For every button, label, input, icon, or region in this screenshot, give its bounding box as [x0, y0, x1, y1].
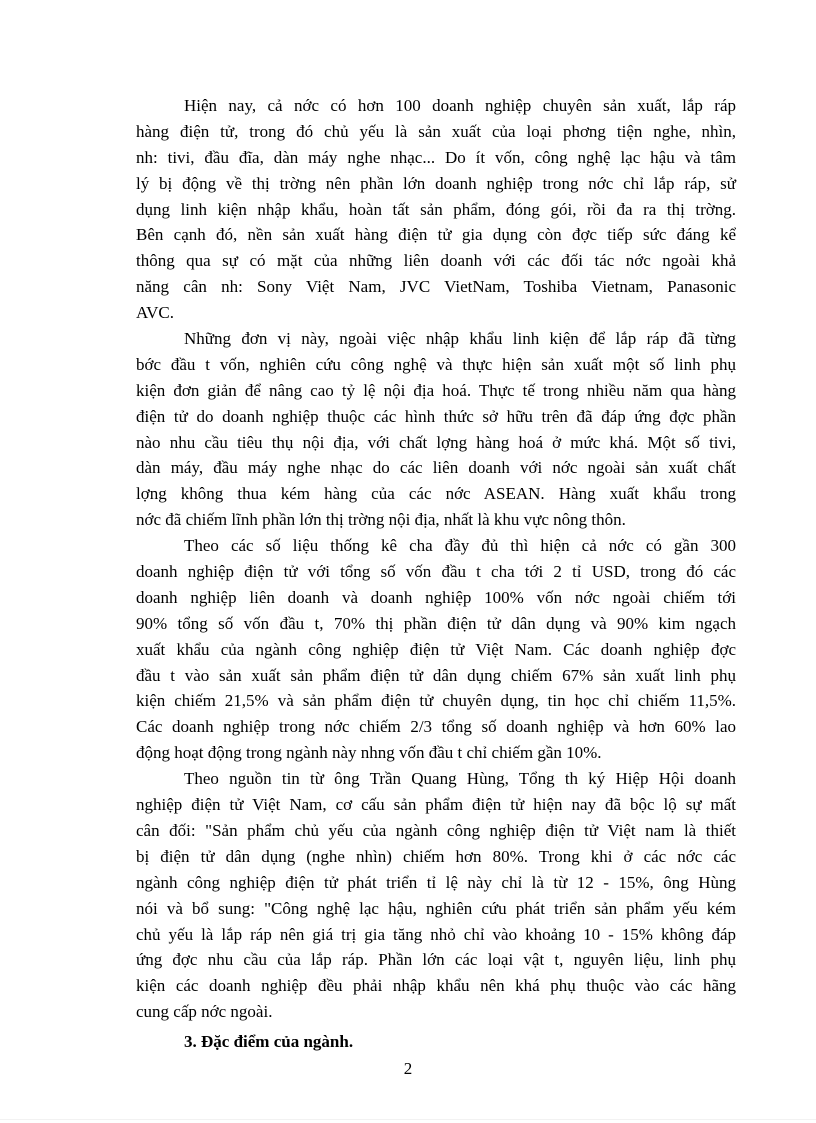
text-line: 90% tổng số vốn đầu t, 70% thị phần điện tử dân dụng và 90% kim ngạch: [136, 613, 736, 633]
text-line: lợng không thua kém hàng của các nớc ASEAN. Hàng xuất khẩu trong: [136, 484, 736, 504]
text-line: nớc đã chiếm lĩnh phần lớn thị trờng nội địa, nhất là khu vực nông thôn.: [136, 510, 626, 530]
text-line: động hoạt động trong ngành này nhng vốn đầu t chỉ chiếm gần 10%.: [136, 743, 602, 763]
text-line: Theo các số liệu thống kê cha đầy đủ thì hiện cả nớc có gần 300: [184, 536, 736, 556]
text-line: Những đơn vị này, ngoài việc nhập khẩu linh kiện để lắp ráp đã từng: [184, 329, 736, 349]
text-line: ngành công nghiệp điện tử phát triển tỉ lệ này chỉ là từ 12 - 15%, ông Hùng: [136, 872, 736, 892]
text-line: doanh nghiệp liên doanh và doanh nghiệp 100% vốn nớc ngoài chiếm tới: [136, 587, 736, 607]
text-line: bớc đầu t vốn, nghiên cứu công nghệ và thực hiện sản xuất một số linh phụ: [136, 354, 736, 374]
text-line: cung cấp nớc ngoài.: [136, 1002, 273, 1022]
paragraph: [136, 766, 736, 1025]
section-heading: 3. Đặc điểm của ngành.: [184, 1032, 354, 1052]
text-line: đầu t vào sản xuất sản phẩm điện tử dân dụng chiếm 67% sản xuất linh phụ: [136, 665, 736, 685]
text-line: doanh nghiệp điện tử với tổng số vốn đầu t cha tới 2 tỉ USD, trong đó các: [136, 562, 736, 582]
text-line: Theo nguồn tin từ ông Trần Quang Hùng, Tổng th ký Hiệp Hội doanh: [184, 769, 736, 789]
text-line: cân đối: "Sản phẩm chủ yếu của ngành công nghiệp điện tử Việt nam là thiết: [136, 820, 736, 840]
text-line: chủ yếu là lắp ráp nên giá trị gia tăng nhỏ chỉ vào khoảng 10 - 15% không đáp: [136, 924, 736, 944]
text-line: Các doanh nghiệp trong nớc chiếm 2/3 tổng số doanh nghiệp và hơn 60% lao: [136, 717, 736, 737]
text-line: bị điện tử dân dụng (nghe nhìn) chiếm hơn 80%. Trong khi ở các nớc các: [136, 846, 736, 866]
text-line: xuất khẩu của ngành công nghiệp điện tử Việt Nam. Các doanh nghiệp đợc: [136, 639, 736, 659]
body-text: [136, 93, 736, 1055]
text-line: thông qua sự có mặt của những liên doanh với các đối tác nớc ngoài khả: [136, 251, 736, 271]
paragraph: [136, 533, 736, 766]
text-line: nh: tivi, đầu đĩa, dàn máy nghe nhạc... Do ít vốn, công nghệ lạc hậu và tâm: [136, 147, 736, 167]
text-line: Bên cạnh đó, nền sản xuất hàng điện tử gia dụng còn đợc tiếp sức đáng kể: [136, 225, 736, 245]
text-line: hàng điện tử, trong đó chủ yếu là sản xuất của loại phơng tiện nghe, nhìn,: [136, 121, 736, 141]
text-line: năng cân nh: Sony Việt Nam, JVC VietNam, Toshiba Vietnam, Panasonic: [136, 277, 736, 297]
text-line: AVC.: [136, 303, 174, 323]
text-line: nào nhu cầu tiêu thụ nội địa, với chất lợng hàng hoá ở mức khá. Một số tivi,: [136, 432, 736, 452]
text-line: nói và bổ sung: "Công nghệ lạc hậu, nghiên cứu phát triển sản phẩm yếu kém: [136, 898, 736, 918]
text-line: Hiện nay, cả nớc có hơn 100 doanh nghiệp chuyên sản xuất, lắp ráp: [184, 96, 736, 115]
text-line: kiện các doanh nghiệp đều phải nhập khẩu nên khá phụ thuộc vào các hãng: [136, 976, 736, 996]
paragraph: [136, 326, 736, 533]
paragraph: [136, 93, 736, 326]
text-line: dàn máy, đầu máy nghe nhạc do các liên doanh với nớc ngoài sản xuất chất: [136, 458, 736, 478]
text-line: lý bị động về thị trờng nên phần lớn doanh nghiệp trong nớc chỉ lắp ráp, sử: [136, 173, 736, 193]
text-line: điện tử do doanh nghiệp thuộc các hình thức sở hữu trên đã đáp ứng đợc phần: [136, 406, 736, 426]
page-number: 2: [403, 1059, 413, 1078]
text-line: ứng đợc nhu cầu của lắp ráp. Phần lớn các loại vật t, nguyên liệu, linh phụ: [136, 950, 736, 970]
text-line: nghiệp điện tử Việt Nam, cơ cấu sản phẩm điện tử hiện nay đã bộc lộ sự mất: [136, 795, 736, 815]
text-line: dụng linh kiện nhập khẩu, hoàn tất sản phẩm, đóng gói, rồi đa ra thị trờng.: [136, 199, 736, 219]
page-bottom-edge: [0, 1119, 816, 1120]
text-line: kiện đơn giản để nâng cao tỷ lệ nội địa hoá. Thực tế trong nhiều năm qua hàng: [136, 380, 736, 400]
text-line: kiện chiếm 21,5% và sản phẩm điện tử chuyên dụng, tin học chỉ chiếm 11,5%.: [136, 691, 736, 711]
